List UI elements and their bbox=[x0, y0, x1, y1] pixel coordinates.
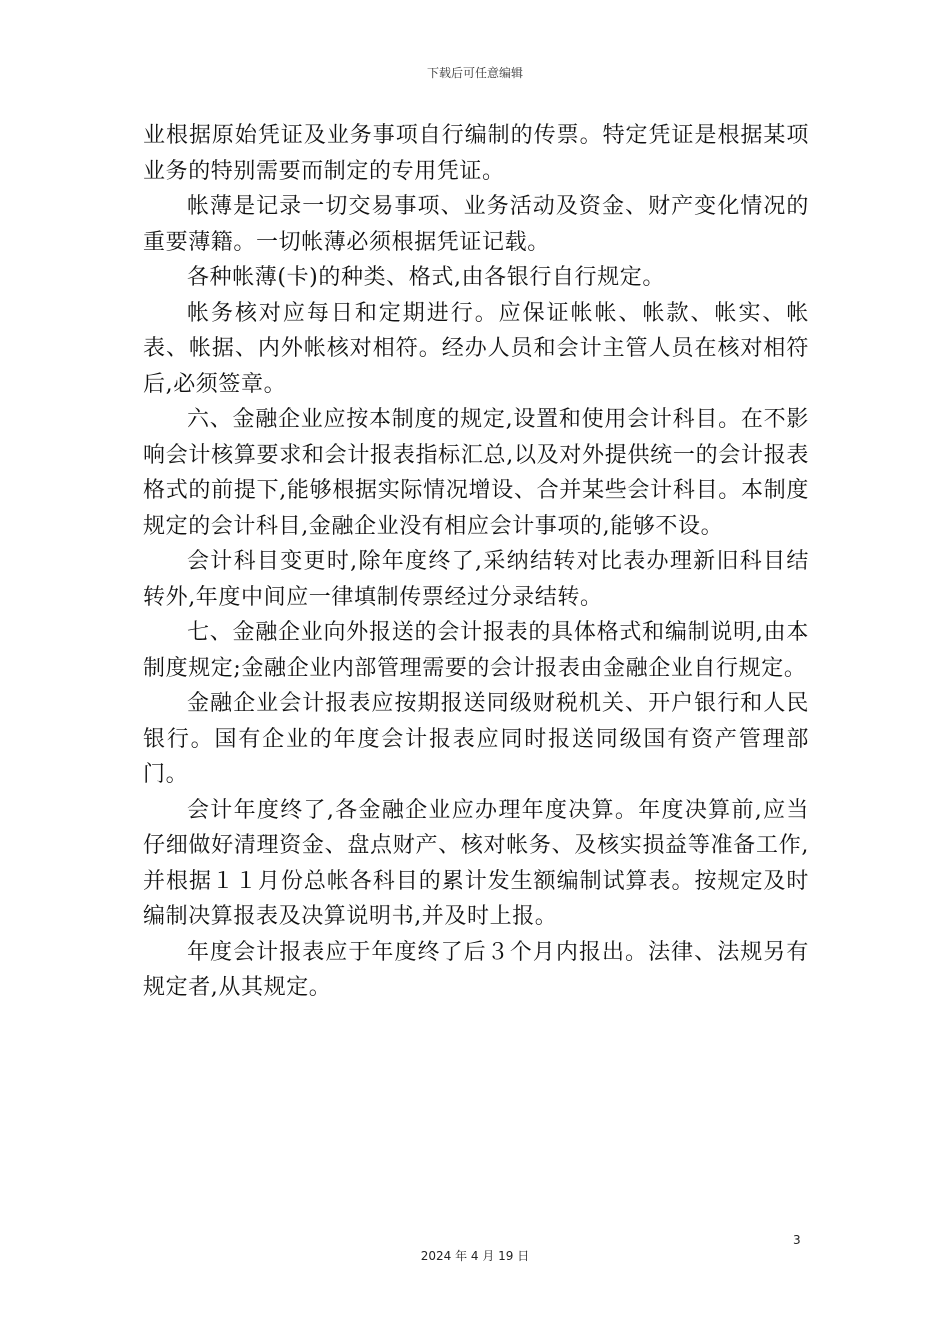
paragraph: 六、金融企业应按本制度的规定,设置和使用会计科目。在不影响会计核算要求和会计报表指标汇总,以及对外提供统一的会计报表格式的前提下,能够根据实际情况增设、合并某些会计科目。本制度规定的会计科目,金融企业没有相应会计事项的,能够不设。 bbox=[143, 407, 809, 539]
paragraph: 年度会计报表应于年度终了后３个月内报出。法律、法规另有规定者,从其规定。 bbox=[143, 939, 809, 1000]
page-header: 下载后可任意编辑 bbox=[426, 66, 523, 80]
paragraph: 金融企业会计报表应按期报送同级财税机关、开户银行和人民银行。国有企业的年度会计报表应同时报送同级国有资产管理部门。 bbox=[143, 691, 809, 787]
document-body bbox=[143, 118, 809, 1006]
paragraph: 帐薄是记录一切交易事项、业务活动及资金、财产变化情况的重要薄籍。一切帐薄必须根据凭证记载。 bbox=[143, 194, 809, 255]
page-number: 3 bbox=[793, 1233, 801, 1247]
paragraph: 七、金融企业向外报送的会计报表的具体格式和编制说明,由本制度规定;金融企业内部管理需要的会计报表由金融企业自行规定。 bbox=[143, 620, 809, 681]
page-footer-date: 2024 年 4 月 19 日 bbox=[420, 1249, 530, 1263]
paragraph: 帐务核对应每日和定期进行。应保证帐帐、帐款、帐实、帐表、帐据、内外帐核对相符。经办人员和会计主管人员在核对相符后,必须签章。 bbox=[143, 300, 809, 397]
paragraph: 各种帐薄(卡)的种类、格式,由各银行自行规定。 bbox=[187, 265, 665, 290]
paragraph: 会计科目变更时,除年度终了,采纳结转对比表办理新旧科目结转外,年度中间应一律填制传票经过分录结转。 bbox=[143, 549, 809, 610]
paragraph-continued: 业根据原始凭证及业务事项自行编制的传票。特定凭证是根据某项业务的特别需要而制定的专用凭证。 bbox=[143, 123, 809, 184]
paragraph: 会计年度终了,各金融企业应办理年度决算。年度决算前,应当仔细做好清理资金、盘点财产、核对帐务、及核实损益等准备工作,并根据１１月份总帐各科目的累计发生额编制试算表。按规定及时编制决算报表及决算说明书,并及时上报。 bbox=[143, 797, 809, 929]
